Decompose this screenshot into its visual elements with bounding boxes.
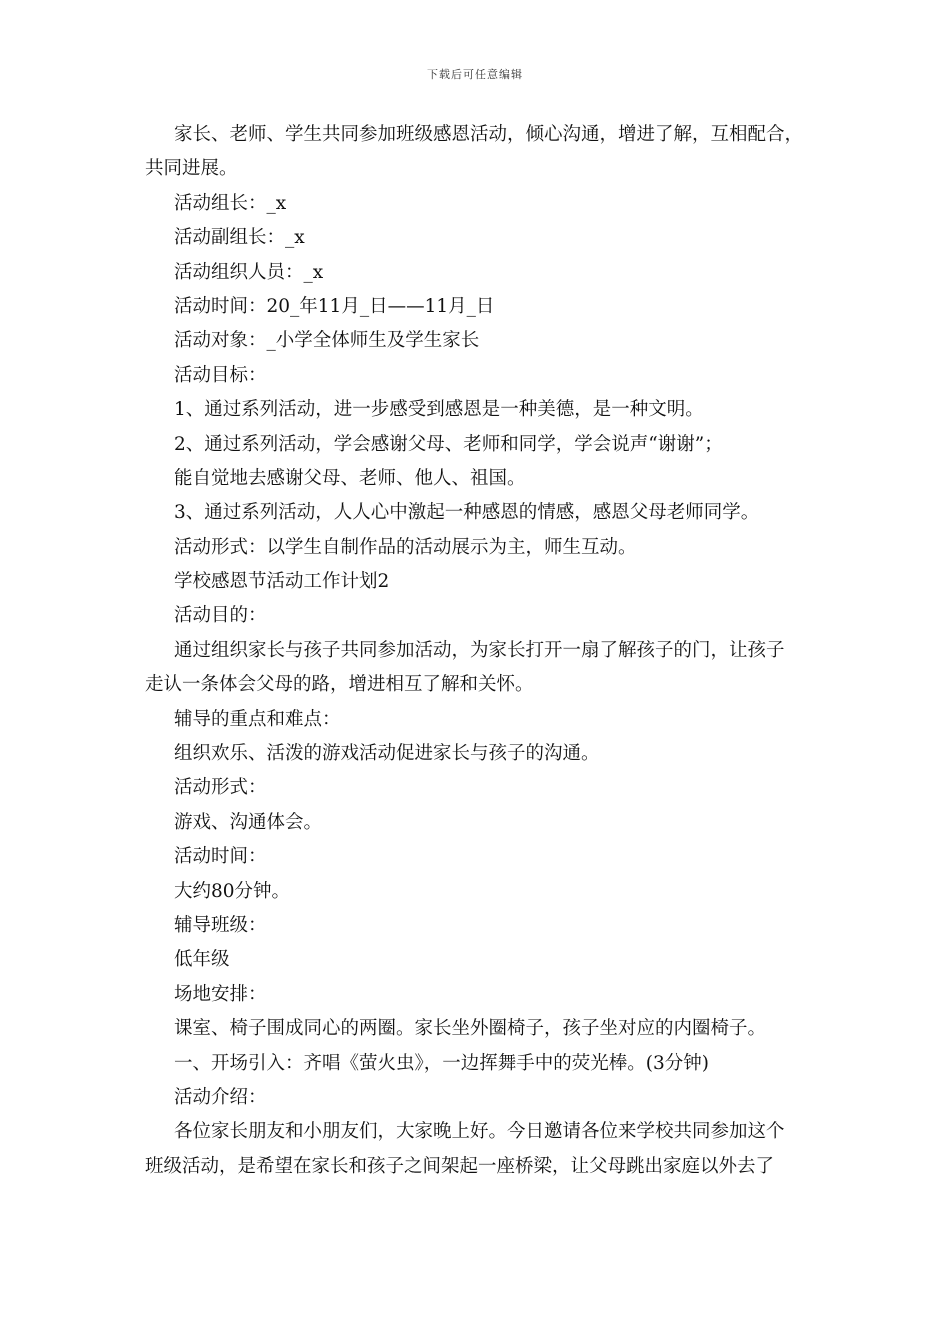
text-line: 走认一条体会父母的路，增进相互了解和关怀。 (145, 674, 534, 696)
text-line: 学校感恩节活动工作计划2 (174, 571, 390, 593)
document-body (145, 118, 825, 1184)
text-line: 场地安排： (174, 983, 267, 1005)
text-line: 活动介绍： (174, 1086, 267, 1108)
text-line: 课室、椅子围成同心的两圈。家长坐外圈椅子，孩子坐对应的内圈椅子。 (174, 1018, 767, 1040)
text-line: 活动形式： (174, 777, 267, 799)
text-line: 班级活动，是希望在家长和孩子之间架起一座桥梁，让父母跳出家庭以外去了 (145, 1155, 775, 1177)
text-line: 活动形式：以学生自制作品的活动展示为主，师生互动。 (174, 536, 637, 558)
text-line: 游戏、沟通体会。 (174, 811, 323, 833)
text-line: 活动组长：_x (174, 192, 287, 214)
text-line: 活动对象：_小学全体师生及学生家长 (174, 330, 480, 352)
text-line: 家长、老师、学生共同参加班级感恩活动，倾心沟通，增进了解，互相配合， (174, 124, 804, 145)
text-line: 活动时间：20_年11月_日——11月_日 (174, 295, 495, 317)
text-line: 活动时间： (174, 846, 267, 868)
text-line: 1、通过系列活动，进一步感受到感恩是一种美德，是一种文明。 (174, 399, 704, 421)
text-line: 能自觉地去感谢父母、老师、他人、祖国。 (174, 467, 526, 489)
text-line: 大约80分钟。 (174, 880, 291, 902)
text-line: 活动目的： (174, 605, 267, 627)
text-line: 一、开场引入：齐唱《萤火虫》，一边挥舞手中的荧光棒。(3分钟) (174, 1052, 709, 1074)
text-line: 3、通过系列活动，人人心中激起一种感恩的情感，感恩父母老师同学。 (174, 502, 760, 524)
text-line: 共同进展。 (145, 158, 238, 180)
text-line: 辅导的重点和难点： (174, 708, 341, 730)
page-header: 下载后可任意编辑 (427, 68, 523, 81)
text-line: 活动组织人员：_x (174, 261, 324, 283)
text-line: 通过组织家长与孩子共同参加活动，为家长打开一扇了解孩子的门，让孩子 (174, 639, 785, 661)
text-line: 辅导班级： (174, 914, 267, 936)
text-line: 活动目标： (174, 364, 267, 386)
text-line: 组织欢乐、活泼的游戏活动促进家长与孩子的沟通。 (174, 743, 600, 765)
text-line: 活动副组长：_x (174, 227, 305, 249)
text-line: 低年级 (174, 949, 230, 971)
text-line: 各位家长朋友和小朋友们，大家晚上好。今日邀请各位来学校共同参加这个 (174, 1121, 785, 1143)
text-line: 2、通过系列活动，学会感谢父母、老师和同学，学会说声“谢谢”； (174, 433, 723, 455)
